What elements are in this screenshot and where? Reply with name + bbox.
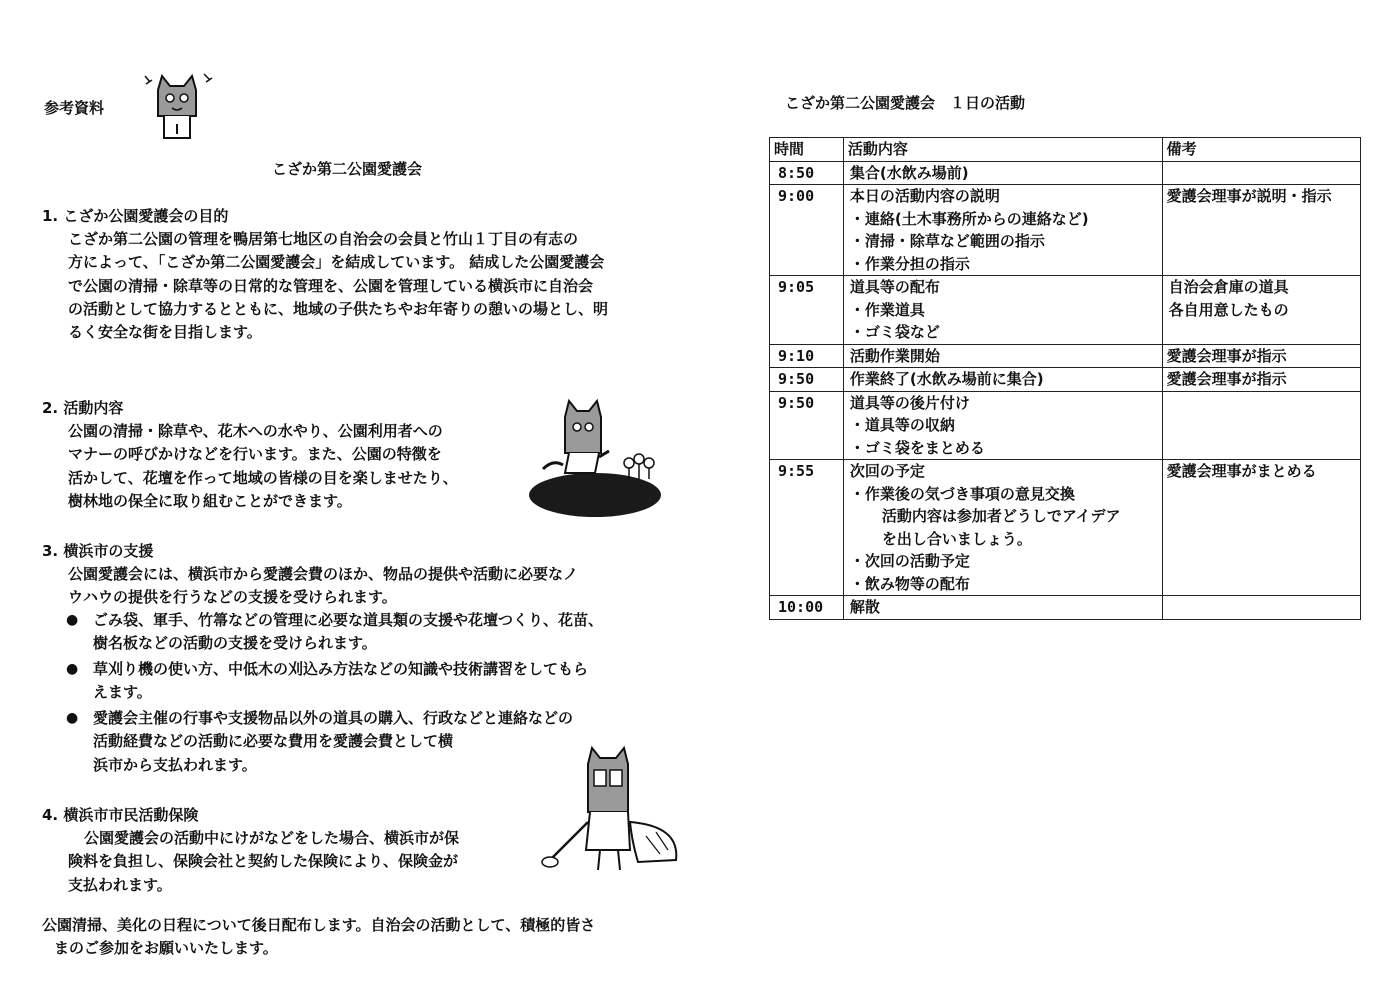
note-text: 愛護会理事が説明・指示 (1166, 187, 1332, 205)
left-page-title: こざか第二公園愛護会 (272, 160, 423, 178)
bullet-item (93, 609, 703, 656)
bullet-line: 草刈り機の使い方、中低木の刈込み方法などの知識や技術講習をしてもら (93, 660, 589, 678)
activity-sub: ・次回の活動予定 (849, 552, 970, 570)
activity-sub-indented: 活動内容は参加者どうしでアイデア (881, 507, 1121, 525)
row-activity (843, 596, 1162, 620)
cleaning-cat-icon (540, 742, 685, 877)
table-header-row (770, 138, 1361, 162)
bullet-icon: ● (66, 710, 79, 726)
table-row (770, 344, 1361, 368)
section-2-line: マナーの呼びかけなどを行います。また、公園の特徴を (68, 445, 442, 464)
row-activity (843, 391, 1162, 460)
table-row (770, 185, 1361, 276)
row-note (1162, 161, 1360, 185)
activity-sub: ・連絡(土木事務所からの連絡など) (849, 209, 1089, 228)
activity-main: 作業終了(水飲み場前に集合) (849, 370, 1044, 388)
note-text: 各自用意したもの (1168, 300, 1289, 319)
table-row (770, 368, 1361, 392)
section-4-body (68, 827, 548, 897)
section-3-heading: 3. 横浜市の支援 (42, 542, 154, 560)
schedule-table (769, 137, 1361, 620)
activity-sub: ・飲み物等の配布 (849, 574, 970, 593)
row-activity (843, 161, 1162, 185)
section-2-line: 公園の清掃・除草や、花木への水やり、公園利用者への (68, 422, 443, 440)
row-activity (843, 460, 1162, 596)
table-row (770, 276, 1361, 345)
section-2-body (68, 420, 528, 513)
header-note: 備考 (1162, 138, 1360, 162)
bullet-line: えます。 (93, 683, 152, 702)
activity-sub: ・ゴミ袋をまとめる (849, 438, 985, 457)
section-2-line: 活かして、花壇を作って地域の皆様の目を楽しませたり、 (68, 468, 458, 487)
table-row (770, 391, 1361, 460)
table-row (770, 596, 1361, 620)
gardening-cat-icon (525, 395, 665, 520)
note-text: 自治会倉庫の道具 (1168, 278, 1289, 296)
row-time: 9:05 (770, 276, 844, 345)
bullet-icon: ● (66, 661, 79, 677)
section-2-heading: 2. 活動内容 (42, 399, 124, 417)
row-note (1162, 344, 1360, 368)
bullet-line: 活動経費などの活動に必要な費用を愛護会費として横 (93, 732, 454, 751)
row-activity (843, 276, 1162, 345)
section-3-line: 公園愛護会には、横浜市から愛護会費のほか、物品の提供や活動に必要なノ (68, 565, 579, 583)
activity-main: 集合(水飲み場前) (849, 163, 969, 182)
row-time: 9:55 (770, 460, 844, 596)
header-time: 時間 (770, 138, 844, 162)
bullet-line: 浜市から支払われます。 (93, 755, 257, 774)
row-note (1162, 185, 1360, 276)
activity-main: 活動作業開始 (849, 346, 940, 365)
activity-sub: ・作業道具 (849, 300, 925, 319)
row-time: 8:50 (770, 161, 844, 185)
bullet-line: 愛護会主催の行事や支援物品以外の道具の購入、行政などと連絡などの (93, 709, 574, 727)
activity-sub: ・道具等の収納 (849, 416, 955, 434)
section-4-line: 支払われます。 (68, 875, 172, 894)
note-text: 愛護会理事が指示 (1166, 370, 1287, 388)
bullet-line: ごみ袋、軍手、竹箒などの管理に必要な道具類の支援や花壇つくり、花苗、 (93, 611, 604, 629)
section-3-body (68, 563, 708, 610)
activity-main: 道具等の配布 (849, 278, 940, 296)
section-1-line: こざか第二公園の管理を鴨居第七地区の自治会の会員と竹山１丁目の有志の (68, 230, 579, 248)
note-text: 愛護会理事が指示 (1166, 346, 1287, 365)
closing-note (42, 914, 722, 961)
bullet-item (93, 658, 703, 705)
row-note (1162, 460, 1360, 596)
section-1-body (68, 228, 708, 344)
row-time: 9:10 (770, 344, 844, 368)
activity-sub-indented: を出し合いましょう。 (881, 529, 1032, 548)
bullet-icon: ● (66, 612, 79, 628)
section-1-line: 方によって、「こざか第二公園愛護会」を結成しています。 結成した公園愛護会 (68, 253, 605, 272)
schedule-title: こざか第二公園愛護会 １日の活動 (785, 94, 1026, 112)
row-note (1162, 368, 1360, 392)
bullet-line: 樹名板などの活動の支援を受けられます。 (93, 634, 377, 653)
section-2-line: 樹林地の保全に取り組むことができます。 (68, 491, 352, 510)
section-3-line: ウハウの提供を行うなどの支援を受けられます。 (68, 588, 397, 607)
row-time: 9:50 (770, 391, 844, 460)
activity-sub: ・ゴミ袋など (849, 323, 940, 341)
row-note (1162, 276, 1360, 345)
row-activity (843, 344, 1162, 368)
row-note (1162, 596, 1360, 620)
closing-line: まのご参加をお願いいたします。 (54, 939, 278, 958)
header-activity: 活動内容 (843, 138, 1162, 162)
row-time: 9:50 (770, 368, 844, 392)
mascot-cat-icon (140, 68, 218, 146)
activity-sub: ・清掃・除草など範囲の指示 (849, 232, 1045, 250)
section-1-line: の活動として協力するとともに、地域の子供たちやお年寄りの憩いの場とし、明 (68, 299, 609, 318)
activity-main: 次回の予定 (849, 462, 925, 480)
activity-main: 本日の活動内容の説明 (849, 187, 1000, 205)
row-activity (843, 368, 1162, 392)
row-activity (843, 185, 1162, 276)
activity-main: 解散 (849, 598, 880, 616)
section-4-line: 険料を負担し、保険会社と契約した保険により、保険金が (68, 852, 459, 871)
section-4-heading: 4. 横浜市市民活動保険 (42, 806, 199, 824)
section-1-line: で公園の清掃・除草等の日常的な管理を、公園を管理している横浜市に自治会 (68, 276, 594, 295)
table-row (770, 161, 1361, 185)
table-row (770, 460, 1361, 596)
section-1-heading: 1. こざか公園愛護会の目的 (42, 207, 229, 225)
activity-sub: ・作業分担の指示 (849, 254, 970, 273)
activity-main: 道具等の後片付け (849, 393, 970, 412)
section-4-line: 公園愛護会の活動中にけがなどをした場合、横浜市が保 (84, 829, 460, 847)
activity-sub: ・作業後の気づき事項の意見交換 (849, 484, 1075, 503)
note-text: 愛護会理事がまとめる (1166, 462, 1317, 480)
row-time: 10:00 (770, 596, 844, 620)
section-1-line: るく安全な街を目指します。 (68, 323, 262, 342)
row-time: 9:00 (770, 185, 844, 276)
reference-label: 参考資料 (44, 99, 105, 117)
row-note (1162, 391, 1360, 460)
closing-line: 公園清掃、美化の日程について後日配布します。自治会の活動として、積極的皆さ (42, 916, 596, 934)
